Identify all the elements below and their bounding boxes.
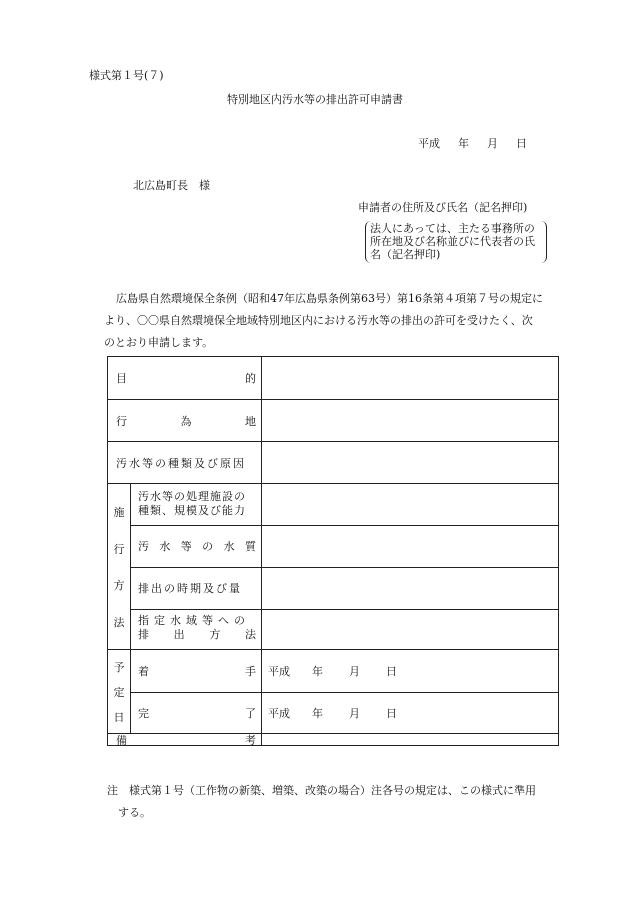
- timing-label: 排出の時期及び量: [138, 582, 242, 595]
- date-year: 年: [458, 137, 469, 150]
- start-date-month: 月: [349, 665, 360, 678]
- finish-date-era: 平成: [268, 707, 290, 720]
- date-day: 日: [516, 137, 527, 150]
- body-line-2: より、〇〇県自然環境保全地域特別地区内における汚水等の排出の許可を受けたく、次: [104, 314, 533, 327]
- remarks-char-2: 考: [245, 733, 256, 747]
- quality-char-3: 等: [180, 540, 192, 553]
- start-label: [138, 650, 256, 692]
- body-line-1: 広島県自然環境保全条例（昭和47年広島県条例第63号）第16条第４項第７号の規定に: [116, 292, 543, 305]
- method-group: [108, 483, 558, 650]
- start-date-era: 平成: [268, 665, 290, 678]
- application-body: [104, 288, 574, 354]
- finish-date-month: 月: [349, 707, 360, 720]
- discharge-char-1: 排: [138, 628, 149, 641]
- method-char-4: 法: [113, 615, 125, 629]
- row-purpose: [108, 357, 558, 399]
- discharge-char-4: 法: [244, 628, 256, 641]
- method-char-1: 施: [113, 506, 125, 520]
- purpose-label-2: 的: [245, 372, 256, 385]
- start-char-1: 着: [138, 665, 149, 678]
- quality-char-6: 質: [244, 540, 256, 553]
- facility-line-1: 汚水等の処理施設の: [138, 490, 246, 503]
- quality-char-4: の: [202, 540, 214, 553]
- method-char-3: 方: [113, 579, 125, 593]
- finish-char-1: 完: [138, 707, 149, 720]
- finish-date: [268, 692, 397, 734]
- schedule-char-2: 定: [113, 685, 125, 699]
- location-label-3: 地: [245, 415, 256, 428]
- form-title: 特別地区内汚水等の排出許可申請書: [227, 93, 403, 106]
- discharge-method-label: [138, 614, 256, 642]
- applicant-label: 申請者の住所及び氏名（記名押印): [358, 201, 528, 214]
- date-line: [418, 135, 527, 151]
- purpose-label-1: 目: [116, 372, 127, 385]
- footnote: [107, 780, 577, 824]
- start-date-year: 年: [312, 665, 323, 678]
- remarks-char-1: 備: [116, 733, 127, 747]
- discharge-line-1: [138, 614, 256, 628]
- quality-char-5: 水: [223, 540, 235, 553]
- start-date: [268, 650, 397, 692]
- date-era: 平成: [418, 137, 440, 150]
- schedule-group-label: [108, 654, 130, 730]
- finish-date-day: 日: [386, 707, 397, 720]
- start-char-2: 手: [245, 665, 256, 678]
- body-line-3: のとおり申請します。: [104, 336, 214, 349]
- discharge-line-1-text: 指定水域等への: [138, 614, 250, 627]
- facility-line-2: 種類、規模及び能力: [138, 504, 246, 517]
- finish-date-year: 年: [312, 707, 323, 720]
- method-group-label: [108, 494, 130, 640]
- addressee: 北広島町長 様: [133, 179, 210, 192]
- row-type-cause: [108, 441, 558, 484]
- facility-label: [138, 490, 246, 518]
- schedule-char-1: 予: [113, 660, 125, 674]
- row-remarks: [108, 733, 558, 745]
- date-month: 月: [487, 137, 498, 150]
- row-location: [108, 399, 558, 442]
- quality-label: [138, 525, 256, 567]
- type-cause-label: 汚水等の種類及び原因: [116, 457, 246, 470]
- discharge-line-2: [138, 628, 256, 642]
- quality-char-2: 水: [159, 540, 171, 553]
- footnote-line-1: 注 様式第１号（工作物の新築、増築、改築の場合）注各号の規定は、この様式に準用: [107, 784, 536, 797]
- finish-label: [138, 692, 256, 734]
- start-date-day: 日: [386, 665, 397, 678]
- location-label-2: 為: [180, 415, 192, 428]
- method-rule-3: [130, 609, 558, 610]
- footnote-line-2: する。: [107, 806, 151, 819]
- method-char-2: 行: [113, 542, 125, 556]
- form-number: 様式第１号(７): [89, 69, 164, 82]
- discharge-char-2: 出: [173, 628, 185, 641]
- corporate-note: 法人にあっては、主たる事務所の所在地及び名称並びに代表者の氏名（記名押印): [365, 221, 547, 263]
- schedule-group: [108, 649, 558, 734]
- finish-char-2: 了: [245, 707, 256, 720]
- quality-char-1: 汚: [138, 540, 149, 553]
- application-table: [107, 356, 559, 746]
- location-label-1: 行: [116, 415, 127, 428]
- schedule-char-3: 日: [113, 711, 125, 725]
- discharge-char-3: 方: [209, 628, 221, 641]
